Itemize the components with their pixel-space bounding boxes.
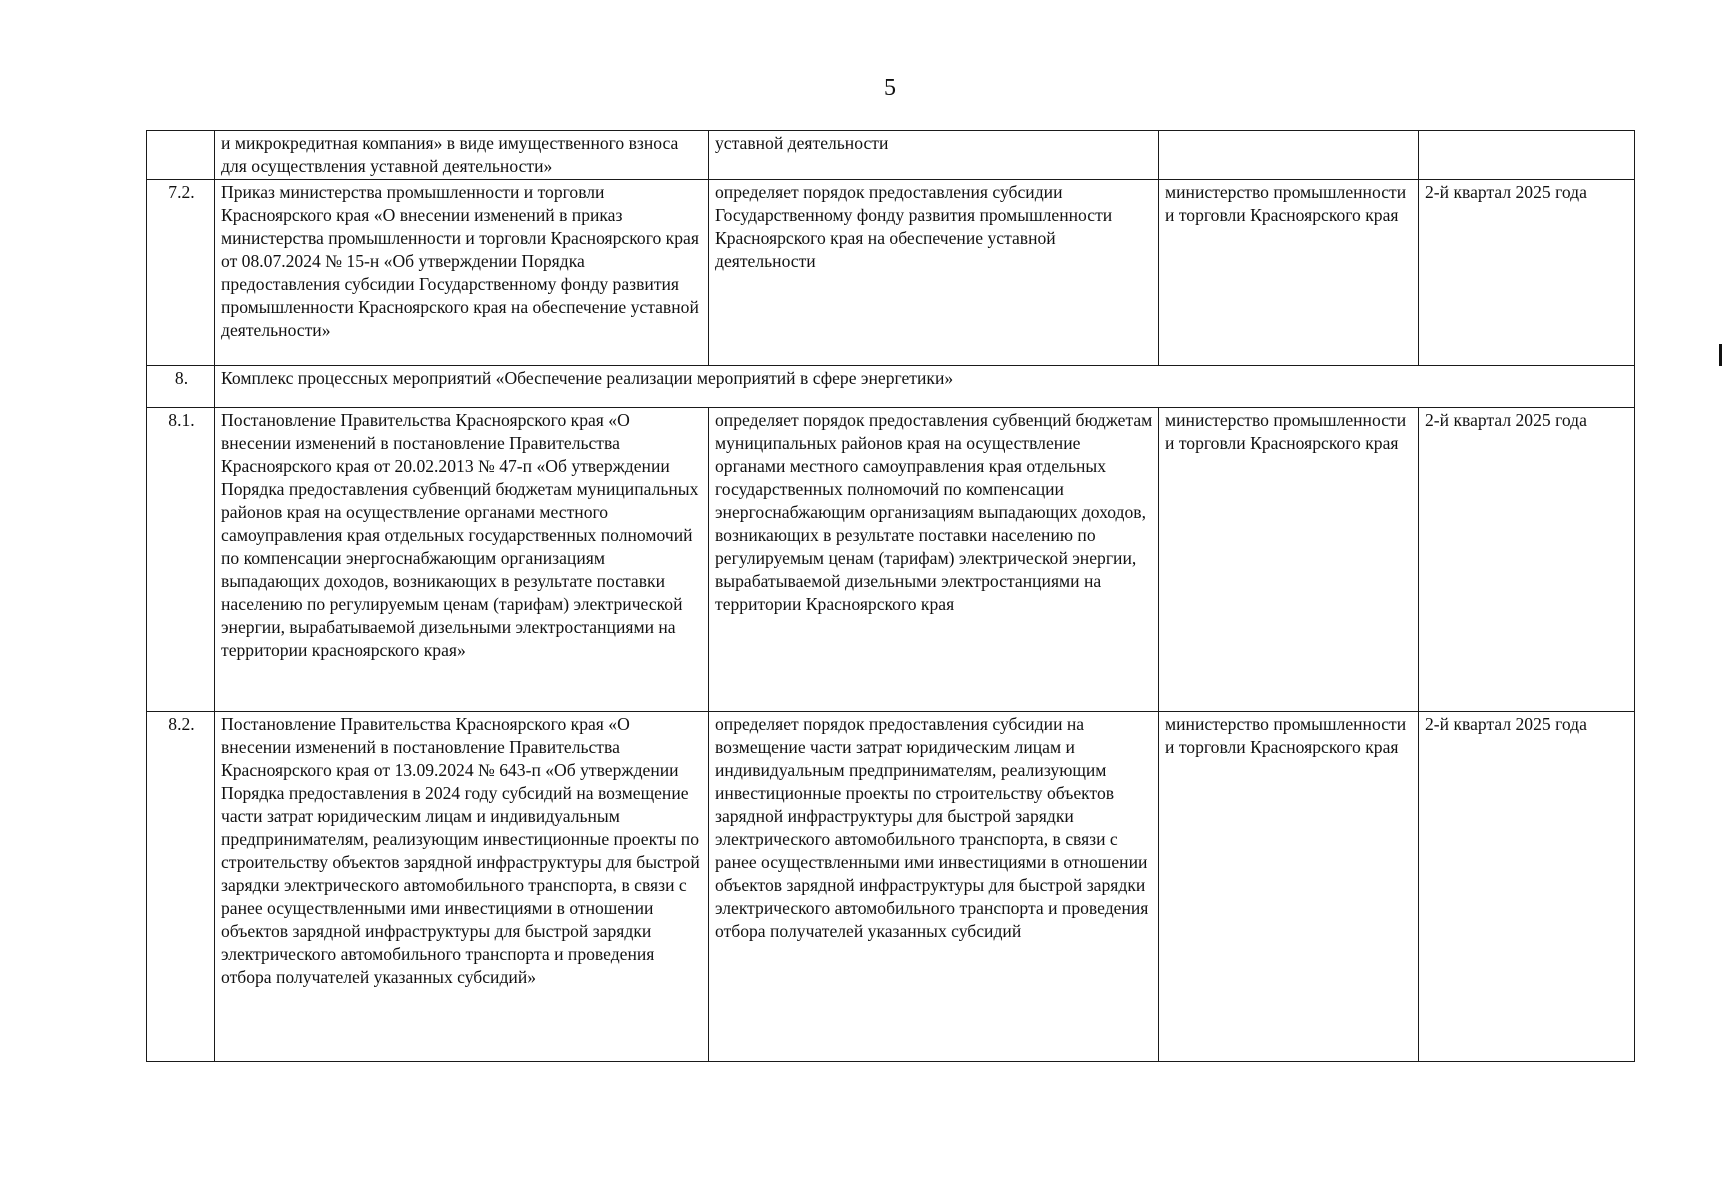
row-number: 7.2. [147,180,215,366]
section-title: Комплекс процессных мероприятий «Обеспечение реализации мероприятий в сфере энергетики» [215,366,1635,408]
purpose-cell: уставной деятельности [709,131,1159,180]
row-number [147,131,215,180]
row-number: 8.1. [147,408,215,712]
purpose-cell: определяет порядок предоставления субсидии на возмещение части затрат юридическим лицам и индивидуальным предпринимателям, реализующим инвестиционные проекты по строительству объектов зарядной инфраструктуры для быстрой зарядки электрического автомобильного транспорта, в связи с ранее осуществленными ими инвестициями в отношении объектов зарядной инфраструктуры для быстрой зарядки электрического автомобильного транспорта и проведения отбора получателей указанных субсидий [709,712,1159,1062]
document-cell: и микрокредитная компания» в виде имущественного взноса для осуществления уставной деятельности» [215,131,709,180]
responsible-cell [1159,131,1419,180]
table-row [147,712,1635,1062]
deadline-cell [1419,131,1635,180]
row-number: 8.2. [147,712,215,1062]
responsible-cell: министерство промышленности и торговли Красноярского края [1159,408,1419,712]
responsible-cell: министерство промышленности и торговли Красноярского края [1159,180,1419,366]
purpose-cell: определяет порядок предоставления субсидии Государственному фонду развития промышленности Красноярского края на обеспечение уставной деятельности [709,180,1159,366]
measures-table [146,130,1635,1062]
table-row [147,180,1635,366]
document-cell: Постановление Правительства Красноярского края «О внесении изменений в постановление Правительства Красноярского края от 13.09.2024 № 643-п «Об утверждении Порядка предоставления в 2024 году субсидий на возмещение части затрат юридическим лицам и индивидуальным предпринимателям, реализующим инвестиционные проекты по строительству объектов зарядной инфраструктуры для быстрой зарядки электрического автомобильного транспорта, в связи с ранее осуществленными ими инвестициями в отношении объектов зарядной инфраструктуры для быстрой зарядки электрического автомобильного транспорта и проведения отбора получателей указанных субсидий» [215,712,709,1062]
page-number: 5 [884,75,896,101]
table-row [147,131,1635,180]
deadline-cell: 2-й квартал 2025 года [1419,712,1635,1062]
section-number: 8. [147,366,215,408]
table-row [147,408,1635,712]
section-row [147,366,1635,408]
responsible-cell: министерство промышленности и торговли Красноярского края [1159,712,1419,1062]
document-cell: Приказ министерства промышленности и торговли Красноярского края «О внесении изменений в приказ министерства промышленности и торговли Красноярского края от 08.07.2024 № 15-н «Об утверждении Порядка предоставления субсидии Государственному фонду развития промышленности Красноярского края на обеспечение уставной деятельности» [215,180,709,366]
deadline-cell: 2-й квартал 2025 года [1419,408,1635,712]
purpose-cell: определяет порядок предоставления субвенций бюджетам муниципальных районов края на осуществление органами местного самоуправления края отдельных государственных полномочий по компенсации энергоснабжающим организациям выпадающих доходов, возникающих в результате поставки населению по регулируемым ценам (тарифам) электрической энергии, вырабатываемой дизельными электростанциями на территории Красноярского края [709,408,1159,712]
document-cell: Постановление Правительства Красноярского края «О внесении изменений в постановление Правительства Красноярского края от 20.02.2013 № 47-п «Об утверждении Порядка предоставления субвенций бюджетам муниципальных районов края на осуществление органами местного самоуправления края отдельных государственных полномочий по компенсации энергоснабжающим организациям выпадающих доходов, возникающих в результате поставки населению по регулируемым ценам (тарифам) электрической энергии, вырабатываемой дизельными электростанциями на территории красноярского края» [215,408,709,712]
deadline-cell: 2-й квартал 2025 года [1419,180,1635,366]
